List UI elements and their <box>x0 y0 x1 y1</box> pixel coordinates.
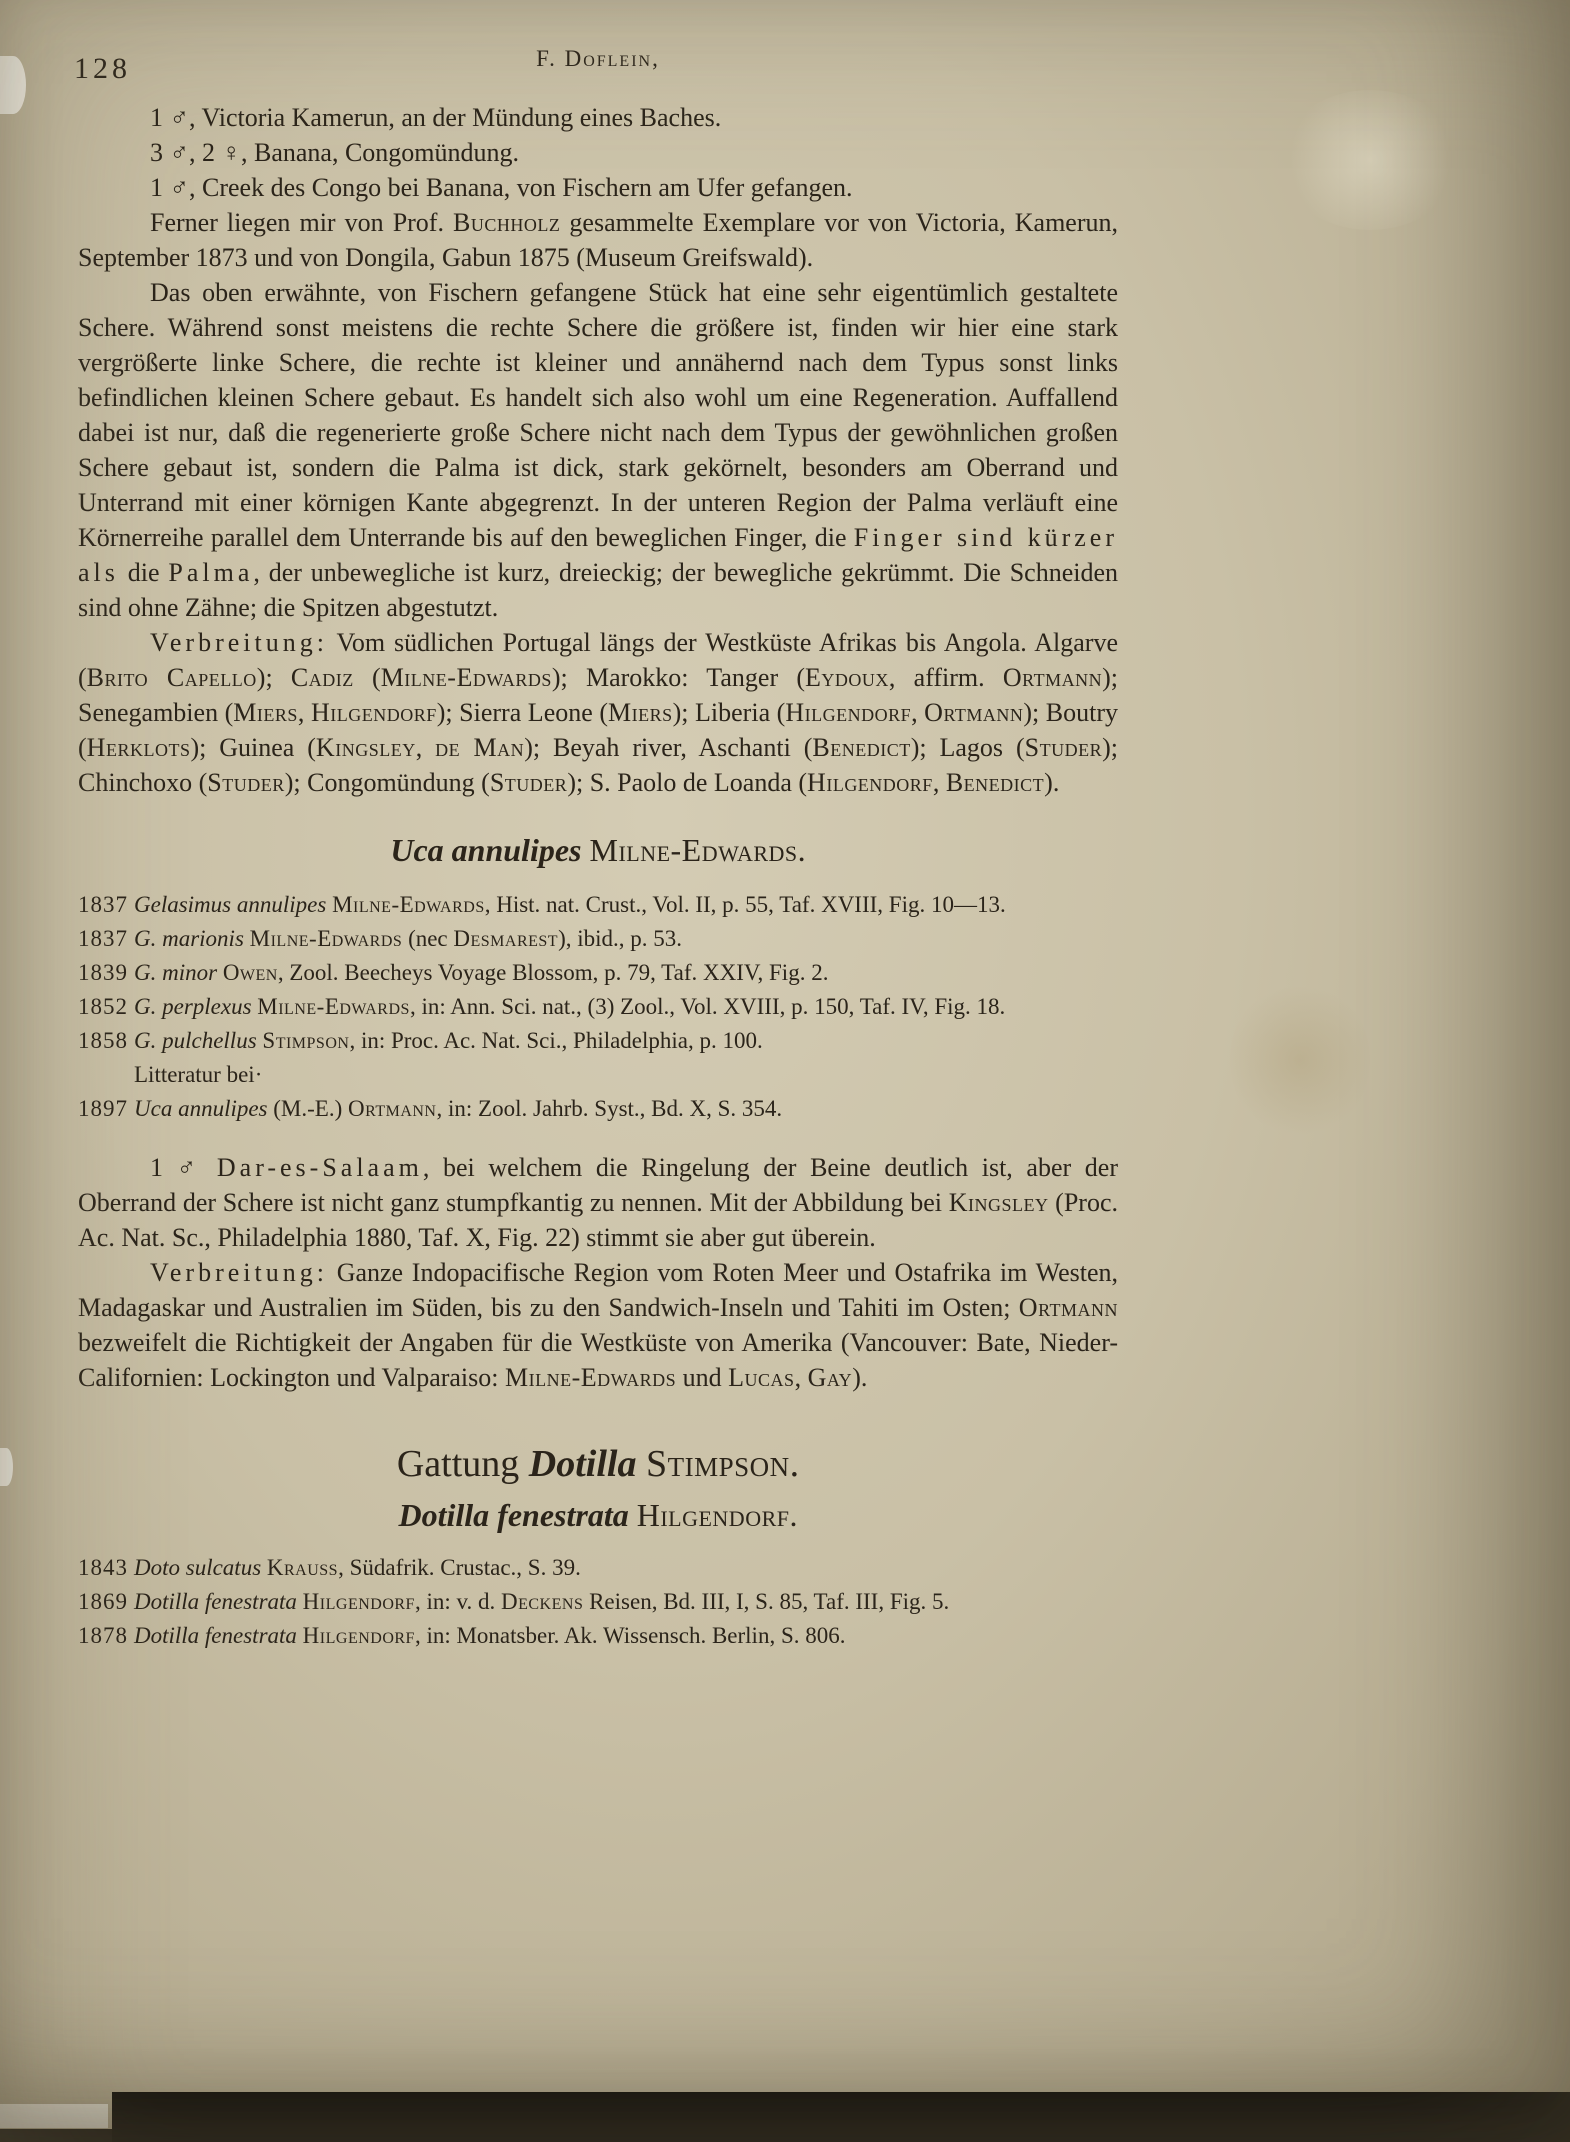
text-run: Gay <box>807 1363 853 1392</box>
text-run: Das oben erwähnte, von Fischern gefangene Stück hat eine sehr eigentümlich gestaltete Schere. Während sonst meistens die rechte Schere die größere ist, finden wir hier eine stark vergrößerte linke Schere, die rechte ist kleiner und annähernd nach dem Typus sonst links befindlichen kleinen Schere gebaut. Es handelt sich also wohl um eine Regeneration. Auffallend dabei ist nur, daß die regenerierte große Schere nicht nach dem Typus der gewöhnlichen großen Schere gebaut ist, sondern die Palma ist dick, stark gekörnelt, besonders am Oberrand und Unterrand mit einer körnigen Kante abgegrenzt. In der unteren Region der Palma verläuft eine Körnerreihe parallel dem Unterrande bis auf den beweglichen Finger, die <box>78 278 1118 552</box>
text-run: . <box>789 1443 800 1485</box>
text-run: und <box>676 1363 729 1392</box>
text-run: Brito Capello <box>86 663 257 692</box>
text-run: ). <box>852 1363 868 1392</box>
scan-artifact <box>0 2104 108 2128</box>
text-run: , <box>415 733 436 762</box>
text-run: Ortmann <box>1002 663 1103 692</box>
species-heading <box>78 830 1118 870</box>
running-header: F. Doflein, <box>536 46 660 71</box>
text-run <box>629 1497 637 1533</box>
specimen <box>78 135 1118 170</box>
ref <box>78 1551 1118 1585</box>
ref-text <box>134 926 682 951</box>
text-run: , <box>297 698 311 727</box>
text-run: Ortmann <box>1018 1293 1118 1322</box>
para <box>78 205 1118 275</box>
text-run: Benedict <box>945 768 1045 797</box>
text-run: Kingsley <box>315 733 416 762</box>
text-run: , der unbewegliche ist kurz, dreieckig; der bewegliche gekrümmt. Die Schneiden sind ohne Zähne; die Spitzen abgestutzt. <box>78 558 1119 622</box>
text-run: (M.-E.) <box>267 1096 348 1121</box>
text-run: G. pulchellus <box>134 1028 257 1053</box>
text-run: Hilgendorf <box>302 1589 415 1614</box>
text-run: Hilgendorf <box>785 698 912 727</box>
text-run: ); Boutry ( <box>78 698 1119 762</box>
text-run: ); Congomündung ( <box>284 768 490 797</box>
text-run: (nec <box>402 926 454 951</box>
text-run: Litteratur bei· <box>134 1062 263 1087</box>
ref <box>78 956 1118 990</box>
text-run: gesammelte Exemplare vor von Victoria, Kamerun, September 1873 und von Dongila, Gabun 1875 (Museum Greifswald). <box>78 208 1118 272</box>
text-run: , <box>911 698 925 727</box>
text-run: Hilgendorf <box>807 768 933 797</box>
text-run: Milne-Edwards <box>505 1363 677 1392</box>
ref-year: 1843 <box>78 1555 128 1580</box>
text-run: Ferner liegen mir von Prof. <box>150 208 454 237</box>
text-run: . <box>797 832 806 868</box>
ref <box>78 888 1118 922</box>
text-run: . <box>789 1497 798 1533</box>
ref <box>78 1092 1118 1126</box>
text-run: , bei welchem die Ringelung der Beine deutlich ist, aber der Oberrand der Schere ist nicht ganz stumpfkantig zu nennen. Mit der Abbildung bei <box>78 1153 1119 1217</box>
text-run: Studer <box>489 768 568 797</box>
text-run: ); Sierra Leone ( <box>436 698 608 727</box>
text-run: , in: Ann. Sci. nat., (3) Zool., Vol. XVIII, p. 150, Taf. IV, Fig. 18. <box>409 994 1006 1019</box>
text-run: ); Liberia ( <box>672 698 786 727</box>
text-run: ); Lagos ( <box>910 733 1025 762</box>
text-run: , affirm. <box>888 663 1003 692</box>
text-run: Gelasimus annulipes <box>134 892 327 917</box>
text-run: 1 ♂, Creek des Congo bei Banana, von Fischern am Ufer gefangen. <box>150 173 853 202</box>
scan-edge-bottom-left <box>0 2129 112 2142</box>
text-run: Milne-Edwards <box>589 832 798 868</box>
text-run: Dotilla fenestrata <box>398 1497 629 1533</box>
text-run: Milne-Edwards <box>380 663 552 692</box>
text-run: ), ibid., p. 53. <box>558 926 683 951</box>
text-run: Ganze Indopacifische Region vom Roten Meer und Ostafrika im Westen, Madagaskar und Australien im Süden, bis zu den Sandwich-Inseln und Tahiti im Osten; <box>78 1258 1118 1322</box>
text-run: ); <box>256 663 291 692</box>
ref <box>78 1585 1118 1619</box>
text-run: Hilgendorf <box>310 698 437 727</box>
text-run: 1 ♂, Victoria Kamerun, an der Mündung eines Baches. <box>150 103 722 132</box>
text-run: G. minor <box>134 960 218 985</box>
ref-year: 1852 <box>78 994 128 1019</box>
ref-text <box>134 1028 763 1053</box>
text-run: Buchholz <box>453 208 561 237</box>
text-run: , Zool. Beecheys Voyage Blossom, p. 79, Taf. XXIV, Fig. 2. <box>277 960 829 985</box>
para <box>78 1255 1118 1395</box>
text-run: ); Senegambien ( <box>78 663 1118 727</box>
text-run: Dotilla <box>528 1443 637 1485</box>
text-run: Miers <box>233 698 298 727</box>
text-run: Deckens <box>501 1589 584 1614</box>
text-run: (Proc. Ac. Nat. Sc., Philadelphia 1880, Taf. X, Fig. 22) stimmt sie aber gut überein. <box>78 1188 1118 1252</box>
text-run: , Südafrik. Crustac., S. 39. <box>338 1555 581 1580</box>
para <box>78 275 1118 625</box>
ref-year: 1858 <box>78 1028 128 1053</box>
text-run: , <box>794 1363 808 1392</box>
text-run: ( <box>353 663 381 692</box>
text-run: Uca annulipes <box>134 1096 268 1121</box>
species-heading <box>78 1495 1118 1535</box>
text-run: Dotilla fenestrata <box>134 1623 297 1648</box>
text-run: Verbreitung: <box>150 628 328 657</box>
text-run: Lucas <box>728 1363 795 1392</box>
text-run: Hilgendorf <box>636 1497 790 1533</box>
text-run: ); S. Paolo de Loanda ( <box>567 768 808 797</box>
page-number: 128 <box>74 52 131 85</box>
ref-year: 1837 <box>78 892 128 917</box>
text-run: ); Marokko: Tanger ( <box>551 663 806 692</box>
scan-artifact <box>0 56 26 114</box>
genus-heading <box>78 1441 1118 1487</box>
text-run: 3 ♂, 2 ♀, Banana, Congomündung. <box>150 138 520 167</box>
text-run: Stimpson <box>262 1028 350 1053</box>
text-run: Herklots <box>86 733 191 762</box>
text-run: , in: v. d. <box>414 1589 501 1614</box>
text-run: Benedict <box>812 733 911 762</box>
text-run: Palma <box>168 558 254 587</box>
text-run: Milne-Edwards <box>249 926 403 951</box>
text-run: G. marionis <box>134 926 244 951</box>
ref-year: 1837 <box>78 926 128 951</box>
ref-text <box>134 1623 845 1648</box>
text-run: , Hist. nat. Crust., Vol. II, p. 55, Taf. XVIII, Fig. 10—13. <box>484 892 1006 917</box>
text-run: Ortmann <box>924 698 1024 727</box>
text-run: Uca annulipes <box>390 832 582 868</box>
ref <box>78 1619 1118 1653</box>
text-run: die <box>118 558 169 587</box>
text-run: bezweifelt die Richtigkeit der Angaben für die Westküste von Amerika (Vancouver: Bate, Nieder-Californien: Lockington und Valparaiso: <box>78 1328 1118 1392</box>
paper-stain <box>1230 980 1370 1140</box>
text-run: Gattung <box>396 1443 529 1485</box>
text-run <box>636 1443 646 1485</box>
ref <box>78 1024 1118 1058</box>
para <box>78 625 1118 800</box>
text-run: Desmarest <box>453 926 559 951</box>
text-run: Stimpson <box>645 1443 790 1485</box>
scan-edge-bottom <box>112 2092 1570 2142</box>
text-run: Eydoux <box>805 663 889 692</box>
text-run: Cadiz <box>290 663 354 692</box>
ref-year: 1869 <box>78 1589 128 1614</box>
ref-text <box>134 892 1006 917</box>
ref <box>78 1058 1118 1092</box>
text-run: Vom südlichen Portugal längs der Westküste Afrikas bis Angola. Algarve ( <box>78 628 1118 692</box>
text-run: Hilgendorf <box>302 1623 415 1648</box>
text-run: Dar-es-Salaam <box>216 1153 423 1182</box>
ref-text <box>134 1062 262 1087</box>
text-run: ); Beyah river, Aschanti ( <box>524 733 813 762</box>
text-run: , in: Proc. Ac. Nat. Sci., Philadelphia, p. 100. <box>349 1028 763 1053</box>
text-run: Krauss <box>266 1555 339 1580</box>
scan-artifact <box>0 1448 13 1486</box>
specimen <box>78 100 1118 135</box>
text-run: Studer <box>207 768 285 797</box>
text-run: Kingsley <box>948 1188 1049 1217</box>
text-run: de Man <box>435 733 525 762</box>
ref <box>78 922 1118 956</box>
text-run: ); Chinchoxo ( <box>78 733 1118 797</box>
text-run: Dotilla fenestrata <box>134 1589 297 1614</box>
ref <box>78 990 1118 1024</box>
para <box>78 1150 1118 1255</box>
ref-text <box>134 1589 949 1614</box>
text-run: ). <box>1044 768 1060 797</box>
text-run: Miers <box>607 698 673 727</box>
text-run: Milne-Edwards <box>332 892 485 917</box>
ref-text <box>134 1555 581 1580</box>
ref-text <box>134 994 1005 1019</box>
text-run: Owen <box>222 960 278 985</box>
ref-text <box>134 1096 782 1121</box>
text-run: Doto sulcatus <box>134 1555 262 1580</box>
ref-text <box>134 960 828 985</box>
specimen <box>78 170 1118 205</box>
text-run: , in: Monatsber. Ak. Wissensch. Berlin, S. 806. <box>414 1623 846 1648</box>
text-run: Reisen, Bd. III, I, S. 85, Taf. III, Fig. 5. <box>583 1589 950 1614</box>
text-run: Studer <box>1024 733 1103 762</box>
paper-stain <box>1280 90 1460 230</box>
text-run: ); Guinea ( <box>190 733 316 762</box>
text-run: , in: Zool. Jahrb. Syst., Bd. X, S. 354. <box>436 1096 783 1121</box>
ref-year: 1897 <box>78 1096 128 1121</box>
ref-year: 1878 <box>78 1623 128 1648</box>
text-run: , <box>932 768 946 797</box>
text-run: 1 ♂ <box>150 1153 217 1182</box>
text-run: Verbreitung: <box>150 1258 328 1287</box>
text-run: Milne-Edwards <box>257 994 410 1019</box>
ref-year: 1839 <box>78 960 128 985</box>
text-run: Ortmann <box>348 1096 437 1121</box>
text-run: G. perplexus <box>134 994 252 1019</box>
text-run: Finger sind kürzer als <box>78 523 1118 587</box>
page-content <box>78 100 1118 1653</box>
